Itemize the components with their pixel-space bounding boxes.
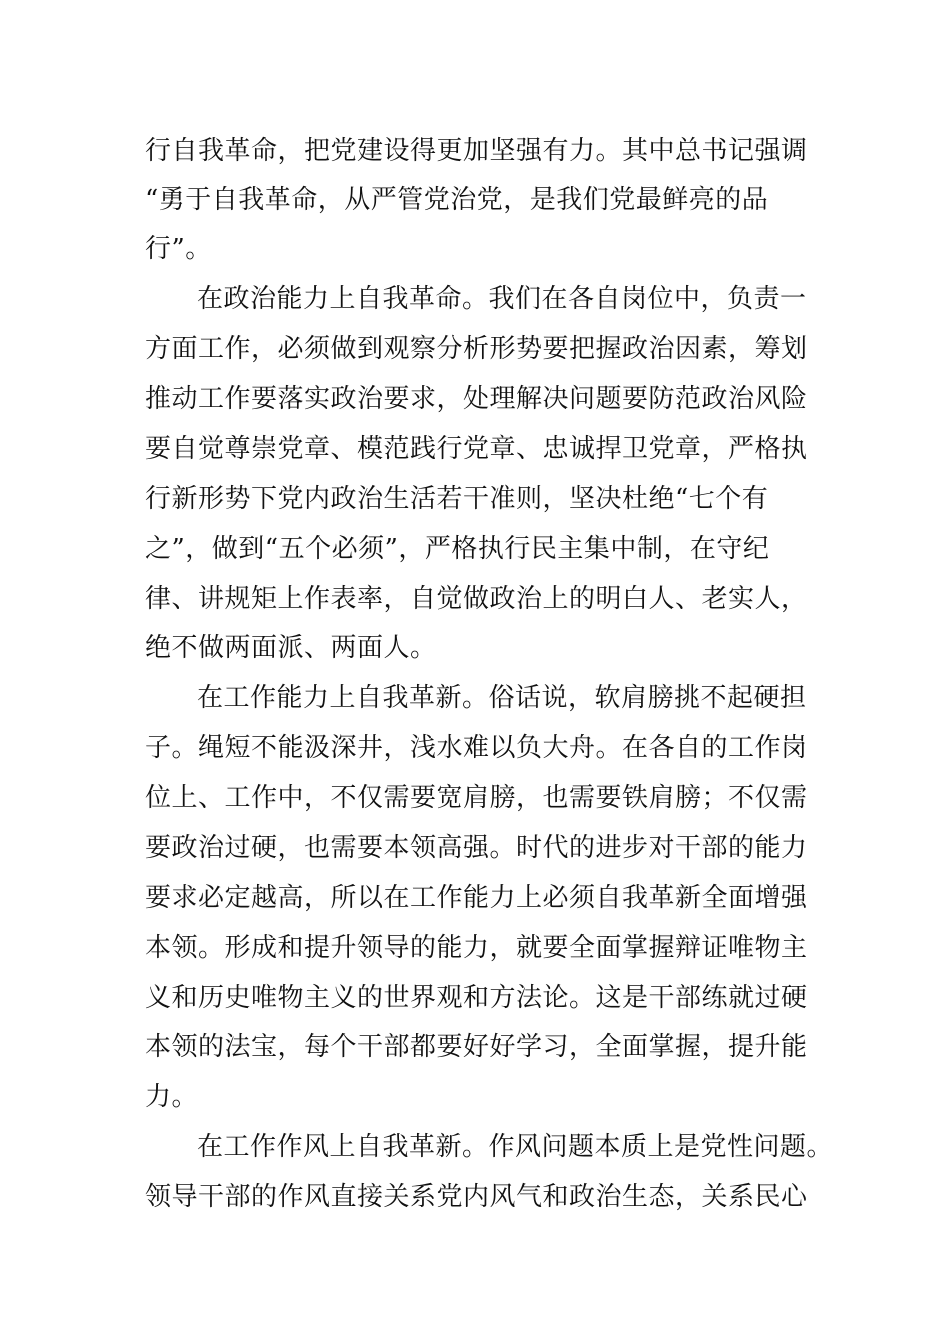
text-line: 要求必定越高，所以在工作能力上必须自我革新全面增强 — [145, 883, 808, 913]
text-line: 本领的法宝，每个干部都要好好学习，全面掌握，提升能 — [145, 1032, 808, 1062]
text-line: 行自我革命，把党建设得更加坚强有力。其中总书记强调 — [145, 136, 808, 166]
text-line: 绝不做两面派、两面人。 — [145, 633, 437, 663]
text-line: 领导干部的作风直接关系党内风气和政治生态，关系民心 — [145, 1182, 808, 1212]
text-line: 位上、工作中，不仅需要宽肩膀，也需要铁肩膀；不仅需 — [145, 783, 808, 813]
text-line: “勇于自我革命，从严管党治党，是我们党最鲜亮的品 — [145, 185, 769, 215]
text-line: 要政治过硬，也需要本领高强。时代的进步对干部的能力 — [145, 833, 808, 863]
text-line: 行”。 — [145, 234, 212, 264]
text-line: 之”，做到“五个必须”，严格执行民主集中制，在守纪 — [145, 534, 770, 564]
paragraph-start-line: 在政治能力上自我革命。我们在各自岗位中，负责一 — [197, 284, 807, 314]
text-line: 要自觉尊崇党章、模范践行党章、忠诚捍卫党章，严格执 — [145, 434, 808, 464]
text-line: 方面工作，必须做到观察分析形势要把握政治因素，筹划 — [145, 334, 808, 364]
text-line: 推动工作要落实政治要求，处理解决问题要防范政治风险 — [145, 384, 808, 414]
paragraph-start-line: 在工作能力上自我革新。俗话说，软肩膀挑不起硬担 — [197, 683, 807, 713]
text-line: 本领。形成和提升领导的能力，就要全面掌握辩证唯物主 — [145, 933, 808, 963]
text-line: 律、讲规矩上作表率，自觉做政治上的明白人、老实人， — [145, 584, 808, 614]
text-line: 义和历史唯物主义的世界观和方法论。这是干部练就过硬 — [145, 983, 808, 1013]
text-line: 行新形势下党内政治生活若干准则，坚决杜绝“七个有 — [145, 484, 769, 514]
paragraph-start-line: 在工作作风上自我革新。作风问题本质上是党性问题。 — [197, 1132, 834, 1162]
text-line: 力。 — [145, 1082, 199, 1112]
text-line: 子。绳短不能汲深井，浅水难以负大舟。在各自的工作岗 — [145, 733, 808, 763]
